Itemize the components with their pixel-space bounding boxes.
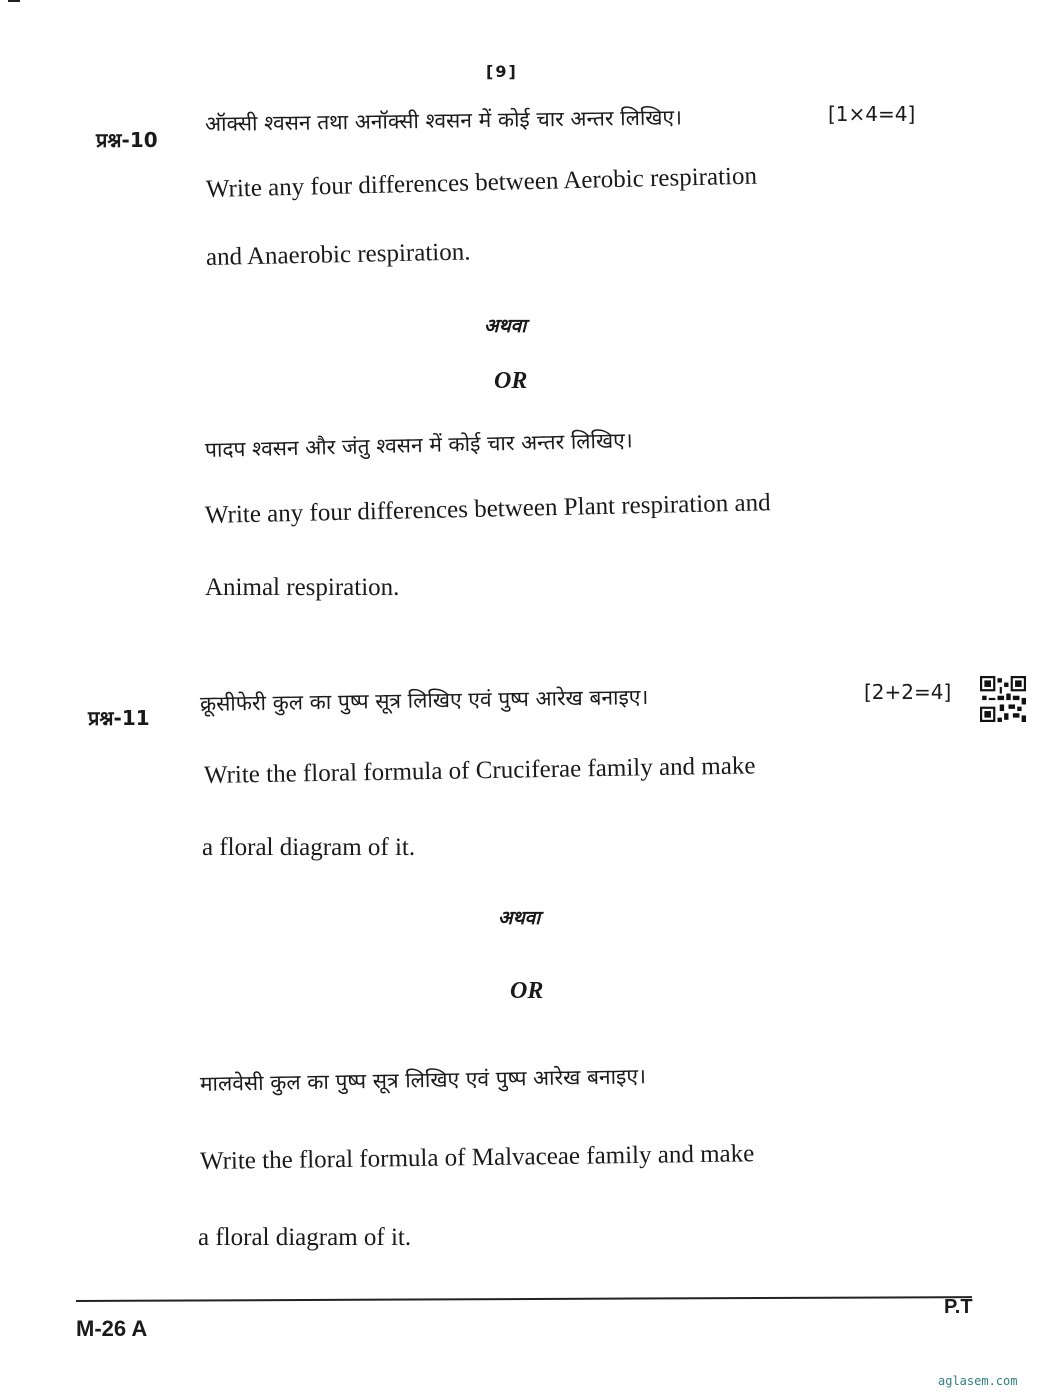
page-number: [9] [486, 62, 518, 81]
corner-mark [8, 0, 20, 2]
question-10-hindi: ऑक्सी श्वसन तथा अनॉक्सी श्वसन में कोई चार अन्तर लिखिए। [204, 105, 683, 136]
watermark: aglasem.com [938, 1374, 1018, 1388]
question-11-english-line-2: a floral diagram of it. [202, 834, 416, 861]
question-10-alt-english-line-1: Write any four differences between Plant respiration and [204, 489, 771, 529]
question-11-hindi: क्रूसीफेरी कुल का पुष्प सूत्र लिखिए एवं पुष्प आरेख बनाइए। [199, 684, 649, 716]
question-10-or-hindi: अथवा [484, 315, 527, 337]
question-10-marks: [1×4=4] [828, 102, 916, 126]
qr-code-icon [980, 676, 1026, 722]
footer-pto: P.T [944, 1296, 973, 1318]
question-10-label: प्रश्न-10 [96, 128, 158, 152]
question-11-alt-english-line-1: Write the floral formula of Malvaceae family and make [199, 1140, 755, 1175]
question-10-english-line-1: Write any four differences between Aerobic respiration [205, 162, 758, 203]
question-11-alt-hindi: मालवेसी कुल का पुष्प सूत्र लिखिए एवं पुष्प आरेख बनाइए। [199, 1064, 647, 1096]
question-11-alt-english-line-2: a floral diagram of it. [198, 1224, 412, 1251]
question-11-english-line-1: Write the floral formula of Cruciferae family and make [203, 752, 756, 789]
question-11-or-english: OR [510, 978, 544, 1004]
question-10-alt-english-line-2: Animal respiration. [205, 574, 400, 601]
footer-rule [76, 1296, 972, 1302]
question-11-marks: [2+2=4] [864, 680, 952, 704]
footer-paper-code: M-26 A [76, 1316, 148, 1341]
question-11-label: प्रश्न-11 [88, 706, 150, 730]
question-10-alt-hindi: पादप श्वसन और जंतु श्वसन में कोई चार अन्तर लिखिए। [204, 428, 633, 462]
question-11-or-hindi: अथवा [498, 907, 541, 929]
question-10-english-line-2: and Anaerobic respiration. [205, 238, 471, 271]
question-10-or-english: OR [494, 368, 528, 394]
